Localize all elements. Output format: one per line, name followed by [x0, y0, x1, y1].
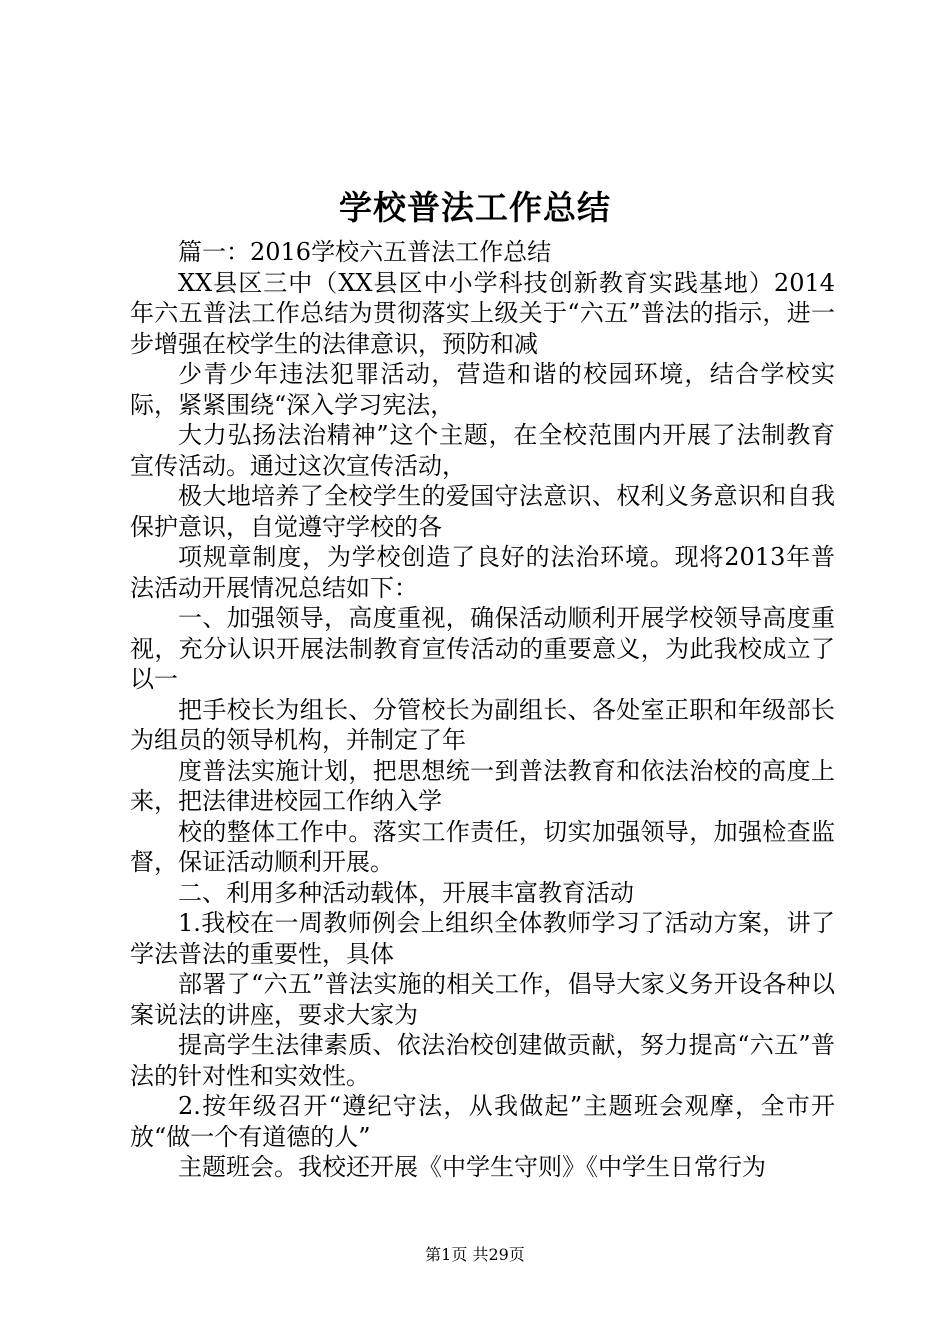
paragraph: 1.我校在一周教师例会上组织全体教师学习了活动方案，讲了学法普法的重要性，具体	[130, 909, 835, 968]
paragraph: 2.按年级召开“遵纪守法，从我做起”主题班会观摩，全市开放“做一个有道德的人”	[130, 1092, 835, 1151]
paragraph: 把手校长为组长、分管校长为副组长、各处室正职和年级部长为组员的领导机构，并制定了年	[130, 695, 835, 754]
paragraph: 大力弘扬法治精神”这个主题，在全校范围内开展了法制教育宣传活动。通过这次宣传活动，	[130, 421, 835, 480]
page-footer	[0, 1245, 950, 1265]
page-number: 第1页 共29页	[425, 1245, 525, 1264]
paragraph: 一、加强领导，高度重视，确保活动顺利开展学校领导高度重视，充分认识开展法制教育宣传活动的重要意义，为此我校成立了以一	[130, 604, 835, 693]
paragraph: 度普法实施计划，把思想统一到普法教育和依法治校的高度上来，把法律进校园工作纳入学	[130, 756, 835, 815]
paragraph: 极大地培养了全校学生的爱国守法意识、权利义务意识和自我保护意识，自觉遵守学校的各	[130, 482, 835, 541]
paragraph: 二、利用多种活动载体，开展丰富教育活动	[178, 878, 634, 907]
paragraph: 项规章制度，为学校创造了良好的法治环境。现将2013年普法活动开展情况总结如下：	[130, 543, 835, 602]
document-title: 学校普法工作总结	[339, 188, 611, 227]
paragraph: 少青少年违法犯罪活动，营造和谐的校园环境，结合学校实际，紧紧围绕“深入学习宪法，	[130, 360, 835, 419]
paragraph: 校的整体工作中。落实工作责任，切实加强领导，加强检查监督，保证活动顺利开展。	[130, 817, 835, 876]
document-body	[130, 237, 835, 1183]
paragraph: 篇一：2016学校六五普法工作总结	[178, 238, 552, 266]
paragraph: 部署了“六五”普法实施的相关工作，倡导大家义务开设各种以案说法的讲座，要求大家为	[130, 970, 835, 1029]
paragraph: 主题班会。我校还开展《中学生守则》《中学生日常行为	[178, 1153, 766, 1181]
paragraph: 提高学生法律素质、依法治校创建做贡献，努力提高“六五”普法的针对性和实效性。	[130, 1031, 835, 1090]
paragraph: XX县区三中（XX县区中小学科技创新教育实践基地）2014年六五普法工作总结为贯彻落实上级关于“六五”普法的指示，进一步增强在校学生的法律意识，预防和减	[130, 268, 835, 358]
